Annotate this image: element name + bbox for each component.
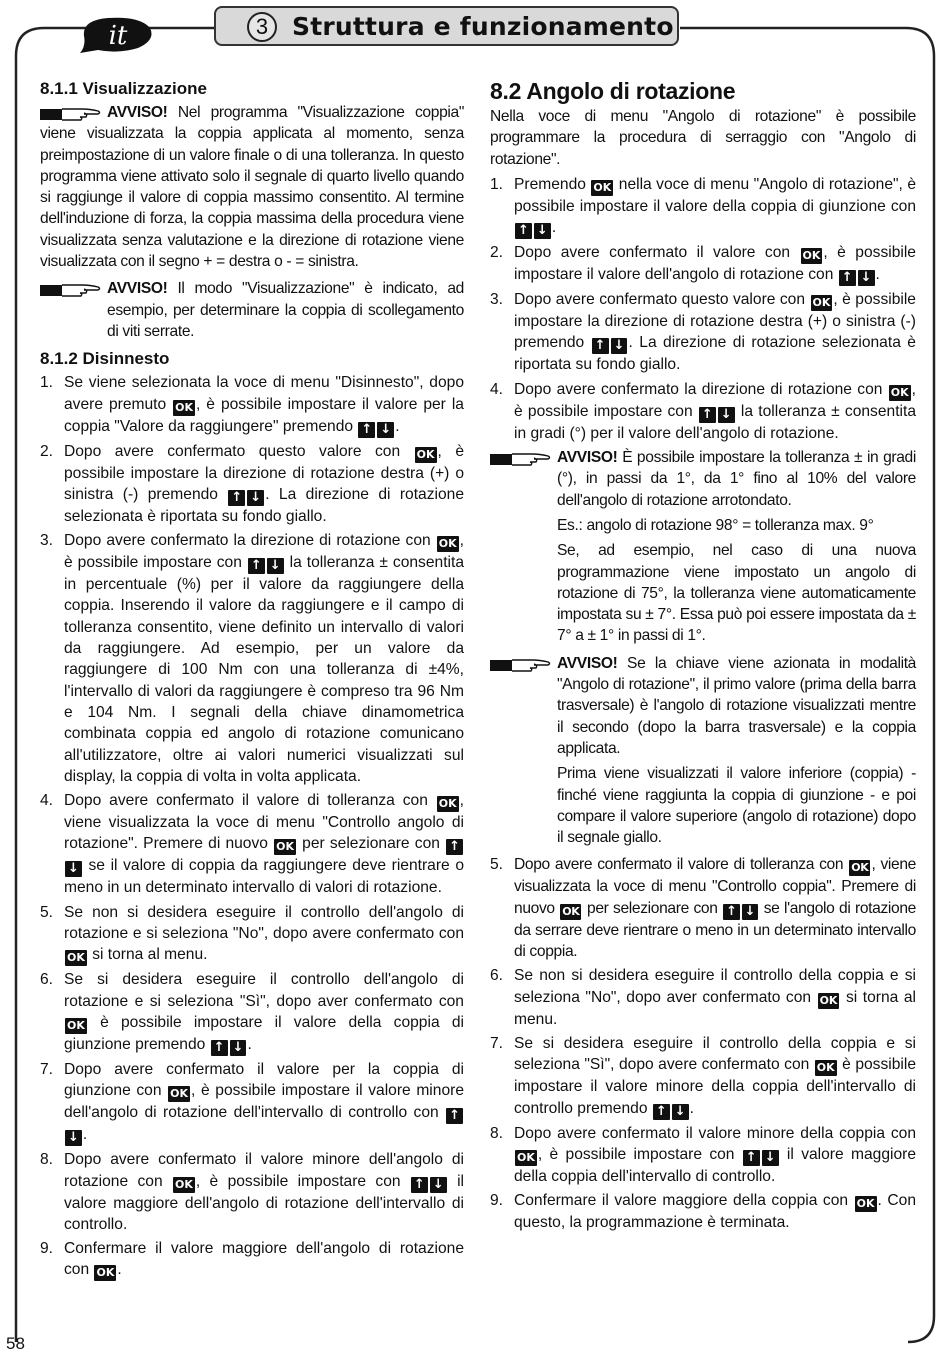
list-item: 5. Dopo avere confermato il valore di tolleranza con OK , viene visualizzata la voce di menu "Controllo coppia". Premere di nuovo OK per selezionare con ↑ ↓ se l'angolo di rotazione da serrare deve rientrare o meno in un determinato intervallo di coppia. [490, 856, 916, 961]
arrow-up-key-icon: ↑ [723, 904, 740, 920]
arrow-up-key-icon: ↑ [228, 490, 245, 506]
pointing-hand-icon [490, 448, 552, 468]
arrow-down-key-icon: ↓ [65, 861, 82, 877]
arrow-up-key-icon: ↑ [515, 223, 532, 239]
arrow-up-key-icon: ↑ [592, 338, 609, 354]
ok-key-icon: OK [517, 1150, 535, 1164]
warning-text: Il modo "Visualizzazione" è indicato, ad esempio, per determinare la coppia di scollegamento di viti serrate. [107, 280, 465, 340]
arrow-down-key-icon: ↓ [377, 422, 394, 438]
ok-key-icon: OK [96, 1266, 115, 1280]
list-item: 7. Dopo avere confermato il valore per la coppia di giunzione con OK , è possibile impostare il valore minore dell'angolo di rotazione dell'intervallo di controllo con ↑↓ . [40, 1060, 464, 1146]
arrow-up-key-icon: ↑ [839, 270, 856, 286]
ok-key-icon: OK [175, 1177, 193, 1191]
arrow-down-key-icon: ↓ [230, 1040, 247, 1056]
list-number: 7. [490, 1034, 504, 1052]
list-item: 3. Dopo avere confermato la direzione di rotazione con OK , è possibile impostare con ↑ ↓ la tolleranza ± consentita in percentuale (%) per il valore da raggiungere della coppia. Inserendo il valore da raggiungere e il campo di tolleranza consentito, viene definito un intervallo di valori da raggiungere. Ad esempio, per un valore da raggiungere di 100 Nm con una tolleranza di ±4%, l'intervallo di valori da raggiungere è compreso tra 96 Nm e 104 Nm. I segnali della chiave dinamometrica combinata coppia ed angolo di rotazione comunicano all'utilizzatore, oltre ai valori numerici visualizzati sul display, la coppia di volta in volta applicata. [40, 532, 464, 785]
warning-label: AVVISO! [557, 449, 618, 467]
list-number: 8. [40, 1151, 54, 1169]
arrow-down-key-icon: ↓ [430, 1177, 447, 1193]
warning-label: AVVISO! [557, 654, 618, 672]
arrow-up-key-icon: ↑ [446, 839, 463, 855]
section-heading-8-2: 8.2 Angolo di rotazione [490, 78, 736, 104]
arrow-down-key-icon: ↓ [672, 1104, 689, 1120]
arrow-down-key-icon: ↓ [247, 490, 264, 506]
list-item: 6. Se si desidera eseguire il controllo dell'angolo di rotazione e si seleziona "Sì", dopo aver confermato con OK è possibile impostare il valore della coppia di giunzione premendo ↑ ↓ . [40, 971, 464, 1055]
ok-key-icon: OK [416, 447, 435, 461]
section-heading-8-1-1: 8.1.1 Visualizzazione [40, 79, 207, 98]
list-item: 2. Dopo avere confermato il valore con OK , è possibile impostare il valore dell'angolo di rotazione con ↑ ↓ . [490, 244, 916, 286]
list-number: 3. [40, 532, 54, 550]
list-number: 8. [490, 1124, 504, 1142]
warning-example: Es.: angolo di rotazione 98° = tolleranza max. 9° [557, 516, 874, 534]
ok-key-icon: OK [802, 249, 821, 263]
ok-key-icon: OK [593, 180, 612, 194]
list-number: 9. [40, 1240, 54, 1258]
arrow-down-key-icon: ↓ [65, 1130, 82, 1146]
ok-key-icon: OK [819, 993, 838, 1007]
arrow-up-key-icon: ↑ [248, 558, 265, 574]
list-number: 6. [490, 967, 504, 985]
list-item: 4. Dopo avere confermato il valore di tolleranza con OK , viene visualizzata la voce di menu "Controllo angolo di rotazione". Premere di nuovo OK per selezionare con ↑↓ se il valore di coppia da raggiungere deve rientrare o meno in un determinato intervallo di valori di rotazione. [40, 792, 464, 897]
section-intro: Nella voce di menu "Angolo di rotazione" è possibile programmare la procedura di serraggio con "Angolo di rotazione". [490, 108, 916, 168]
ok-key-icon: OK [175, 400, 194, 414]
right-column [490, 78, 916, 1236]
arrow-up-key-icon: ↑ [653, 1104, 670, 1120]
list-number: 1. [490, 175, 504, 193]
list-item: 9. Confermare il valore maggiore della coppia con OK . Con questo, la programmazione è terminata. [490, 1192, 917, 1232]
warning-label: AVVISO! [107, 280, 168, 298]
list-number: 6. [40, 971, 54, 989]
arrow-down-key-icon: ↓ [534, 223, 551, 239]
list-number: 5. [40, 903, 54, 921]
list-number: 2. [490, 244, 504, 262]
ok-key-icon: OK [438, 797, 457, 811]
list-number: 7. [40, 1060, 54, 1078]
list-item: 5. Se non si desidera eseguire il controllo dell'angolo di rotazione e si seleziona "No", dopo avere confermato con OK si torna al menu. [40, 903, 464, 965]
list-item: 8. Dopo avere confermato il valore minore della coppia con OK , è possibile impostare con ↑ ↓ il valore maggiore della coppia dell'intervallo di controllo. [490, 1124, 916, 1185]
warning-note [40, 102, 464, 272]
warning-text: Prima viene visualizzati il valore inferiore (coppia) - finché viene raggiunta la coppia di giunzione - e poi compare il valore superiore (angolo di rotazione) dopo il segnale giallo. [557, 765, 916, 847]
arrow-down-key-icon: ↓ [718, 407, 735, 423]
list-item: 7. Se si desidera eseguire il controllo della coppia e si seleziona "Sì", dopo avere confermato con OK è possibile impostare il valore minore della coppia dell'intervallo di controllo premendo ↑ ↓ . [490, 1034, 916, 1119]
list-item: 1. Premendo OK nella voce di menu "Angolo di rotazione", è possibile impostare il valore della coppia di giunzione con ↑ ↓ . [490, 175, 917, 239]
arrow-down-key-icon: ↓ [762, 1150, 779, 1166]
arrow-down-key-icon: ↓ [742, 904, 759, 920]
ok-key-icon: OK [851, 861, 869, 875]
warning-text: Nel programma "Visualizzazione coppia" viene visualizzata la coppia applicata al momento, senza preimpostazione di un valore finale o di una tolleranza. In questo programma viene attivato solo il segnale di quarto livello quando si raggiunge il valore di coppia massimo consentito. Al termine dell'induzione di forza, la coppia massima della procedura viene visualizzata senza valutazione e la direzione di rotazione viene visualizzata con il segno + = destra o - = sinistra. [40, 104, 465, 271]
pointing-hand-icon [490, 654, 552, 674]
section-heading-8-1-2: 8.1.2 Disinnesto [40, 349, 170, 369]
language-code: it [108, 21, 128, 51]
list-item: 2. Dopo avere confermato questo valore con OK , è possibile impostare la direzione di rotazione destra (+) o sinistra (-) premendo ↑ ↓ . La direzione di rotazione selezionata è riportata su fondo giallo. [40, 442, 465, 525]
page-number: 58 [6, 1334, 25, 1353]
pointing-hand-icon [40, 103, 102, 123]
procedure-list [490, 174, 916, 444]
warning-text: Se la chiave viene azionata in modalità "Angolo di rotazione", il primo valore (prima della barra trasversale) è l'angolo di rotazione visualizzati mentre il secondo (dopo la barra trasversale) e la coppia applicata. [557, 654, 916, 757]
list-number: 2. [40, 442, 54, 460]
warning-text: Se, ad esempio, nel caso di una nuova programmazione viene impostato un angolo di rotazione di 75°, la tolleranza viene automaticamente impostata su ± 7°. Essa può poi essere impostata da ± 7° a ± 1° in passi di 1°. [557, 542, 916, 645]
list-number: 1. [40, 374, 54, 392]
procedure-list [490, 854, 916, 1233]
arrow-down-key-icon: ↓ [858, 270, 875, 286]
warning-note [490, 653, 916, 849]
list-number: 4. [40, 792, 54, 810]
arrow-up-key-icon: ↑ [411, 1177, 428, 1193]
arrow-up-key-icon: ↑ [743, 1150, 760, 1166]
arrow-down-key-icon: ↓ [611, 338, 628, 354]
ok-key-icon: OK [67, 1018, 85, 1032]
ok-key-icon: OK [170, 1087, 189, 1101]
list-number: 5. [490, 856, 504, 874]
arrow-up-key-icon: ↑ [446, 1108, 463, 1124]
list-item: 8. Dopo avere confermato il valore minore dell'angolo di rotazione con OK , è possibile impostare con ↑ ↓ il valore maggiore dell'angolo di rotazione dell'intervallo di controllo. [40, 1151, 464, 1233]
ok-key-icon: OK [890, 385, 909, 399]
arrow-up-key-icon: ↑ [211, 1040, 228, 1056]
ok-key-icon: OK [438, 537, 457, 551]
ok-key-icon: OK [816, 1061, 835, 1075]
list-number: 3. [490, 291, 504, 309]
list-item: 9. Confermare il valore maggiore dell'angolo di rotazione con OK . [40, 1240, 464, 1280]
ok-key-icon: OK [562, 904, 580, 918]
list-item: 4. Dopo avere confermato la direzione di rotazione con OK , è possibile impostare con ↑ ↓ la tolleranza ± consentita in gradi (°) per il valore dell'angolo di rotazione. [490, 380, 916, 442]
language-badge [78, 14, 156, 54]
list-number: 4. [490, 380, 504, 398]
chapter-number: 3 [247, 12, 277, 42]
warning-note [40, 278, 464, 342]
warning-note [490, 447, 916, 647]
list-item: 1. Se viene selezionata la voce di menu "Disinnesto", dopo avere premuto OK , è possibile impostare il valore per la coppia "Valore da raggiungere" premendo ↑ ↓ . [40, 374, 464, 437]
pointing-hand-icon [40, 279, 102, 299]
chapter-title: Struttura e funzionamento [292, 12, 674, 41]
ok-key-icon: OK [276, 840, 294, 854]
warning-label: AVVISO! [107, 104, 168, 121]
left-column [40, 78, 464, 1284]
chapter-header [214, 6, 679, 46]
list-item: 3. Dopo avere confermato questo valore con OK , è possibile impostare la direzione di rotazione destra (+) o sinistra (-) premendo ↑ ↓ . La direzione di rotazione selezionata è riportata su fondo giallo. [490, 291, 916, 374]
list-item: 6. Se non si desidera eseguire il controllo della coppia e si seleziona "No", dopo aver confermato con OK si torna al menu. [490, 967, 916, 1028]
arrow-down-key-icon: ↓ [267, 558, 284, 574]
arrow-up-key-icon: ↑ [358, 422, 375, 438]
list-number: 9. [490, 1192, 504, 1210]
arrow-up-key-icon: ↑ [699, 407, 716, 423]
ok-key-icon: OK [812, 296, 831, 310]
ok-key-icon: OK [67, 951, 85, 965]
ok-key-icon: OK [856, 1197, 875, 1211]
warning-text: È possibile impostare la tolleranza ± in gradi (°), in passi da 1°, da 1° fino al 10% del valore dell'angolo di rotazione arrotondato. [557, 449, 916, 509]
procedure-list [40, 372, 464, 1281]
